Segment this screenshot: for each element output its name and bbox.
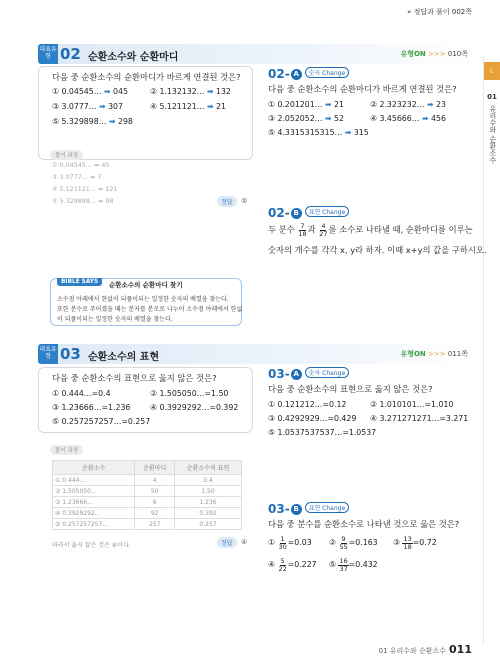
problem-sep: - xyxy=(284,367,290,381)
numerator: 5 xyxy=(280,557,285,565)
question-03-text: 다음 중 순환소수의 표현으로 옳지 않은 것은? xyxy=(52,373,217,383)
answer-reference: » 정답과 풀이 002쪽 xyxy=(407,8,472,16)
type-on-label: 유형ON xyxy=(400,350,426,358)
numerator: 16 xyxy=(339,557,348,565)
numerator: 4 xyxy=(321,222,326,230)
arrow-right-icon: ➡ xyxy=(98,186,104,193)
arrow-right-icon: ➡ xyxy=(344,128,352,137)
change-tag: 숫자 Change xyxy=(305,67,349,78)
arrow-right-icon: ➡ xyxy=(324,114,332,123)
section-number: 03 xyxy=(60,345,81,363)
denominator: 30 xyxy=(278,542,287,551)
sol-result: 7 xyxy=(97,174,102,181)
fraction xyxy=(277,536,287,550)
option-value: 1.132132… xyxy=(159,87,205,96)
answer-label[interactable]: 정답 xyxy=(217,537,237,548)
table-row xyxy=(53,519,242,530)
option-number: ④ xyxy=(370,114,377,123)
option-number: ③ xyxy=(268,114,275,123)
numerator: 13 xyxy=(403,535,412,543)
option-number: ② xyxy=(150,87,157,96)
option-number: ② xyxy=(370,400,377,409)
bible-line: 또한 분수로 주어졌을 때는 분자를 분모로 나누어 소수점 아래에서 한없 xyxy=(57,306,243,313)
page-number: 011 xyxy=(449,643,472,656)
option-number: ③ xyxy=(268,414,275,423)
sol-result: 45 xyxy=(101,162,110,169)
table-cell: ② 1.505050… xyxy=(53,486,135,497)
option-number: ⑤ xyxy=(52,117,59,126)
option-number: ⑤ xyxy=(52,417,59,426)
option-3[interactable] xyxy=(268,114,344,123)
arrow-right-icon: ➡ xyxy=(94,162,100,169)
table-cell: ④ 0.3929292… xyxy=(53,508,135,519)
chapter-label xyxy=(486,94,498,166)
bible-line: 이 되풀이되는 일정한 숫자의 배열을 찾는다. xyxy=(57,316,173,323)
option-value: 3.0777… xyxy=(61,102,97,111)
arrow-icon: >>> xyxy=(428,50,446,58)
table-row xyxy=(53,486,242,497)
solution-pill: 풀이 과정 xyxy=(50,150,83,160)
arrow-icon: >>> xyxy=(428,350,446,358)
section-badge: 대표유형 xyxy=(38,344,58,364)
option-3[interactable] xyxy=(52,403,130,412)
q-part: 과 xyxy=(307,224,316,235)
arrow-right-icon: ➡ xyxy=(206,102,214,111)
answer-value: ④ xyxy=(241,538,248,546)
bible-line: 소수점 아래에서 한없이 되풀이되는 일정한 숫자의 배열을 찾는다. xyxy=(57,296,229,303)
option-4[interactable] xyxy=(150,403,238,412)
table-cell: 0.39̇2̇ xyxy=(175,508,242,519)
arrow-right-icon: ➡ xyxy=(422,114,429,123)
table-header: 순환소수의 표현 xyxy=(175,461,242,475)
change-tag: 숫자 Change xyxy=(305,367,349,378)
fraction xyxy=(338,536,348,550)
conversion-table xyxy=(52,460,242,530)
sol-value: 5.329898… xyxy=(59,198,97,205)
option-number: ⑤ xyxy=(268,128,275,137)
option-result: =0.03̇ xyxy=(287,538,312,547)
denominator: 27 xyxy=(319,229,328,238)
q-part: 두 분수 xyxy=(268,224,295,235)
option-number: ③ xyxy=(393,538,400,547)
problem-02b-text xyxy=(268,223,473,237)
denominator: 55 xyxy=(339,542,348,551)
solution-pill: 풀이 과정 xyxy=(50,445,83,455)
option-value: 2.323232… xyxy=(379,100,425,109)
sol-result: 121 xyxy=(105,186,118,193)
problem-number: 03 xyxy=(268,367,285,381)
option-number: ⑤ xyxy=(268,428,275,437)
option-number: ② xyxy=(370,100,377,109)
option-result: 23 xyxy=(436,100,446,109)
table-cell: 1.236̇ xyxy=(175,497,242,508)
numerator: 1 xyxy=(280,535,285,543)
table-cell: ① 0.444… xyxy=(53,475,135,486)
numerator: 9 xyxy=(341,535,346,543)
option-2[interactable] xyxy=(150,389,228,398)
sol-number: ④ xyxy=(52,186,58,193)
table-cell: ⑤ 0.257257257… xyxy=(53,519,135,530)
table-cell: 4 xyxy=(135,475,175,486)
option-4[interactable] xyxy=(268,558,317,572)
problem-02b-line2: 숫자의 개수를 각각 x, y라 하자. 이때 x+y의 값을 구하시오. xyxy=(268,245,487,255)
option-result: =0.22̇7̇ xyxy=(287,560,317,569)
variant-b-icon: B xyxy=(291,504,302,515)
table-cell: ③ 1.23666… xyxy=(53,497,135,508)
table-header: 순환마디 xyxy=(135,461,175,475)
chapter-number: 01 xyxy=(487,93,497,101)
problem-03b-text: 다음 중 분수를 순환소수로 나타낸 것으로 옳은 것은? xyxy=(268,519,460,529)
problem-number: 02 xyxy=(268,67,285,81)
fraction xyxy=(318,223,328,237)
variant-a-icon: A xyxy=(291,369,302,380)
section-title: 순환소수와 순환마디 xyxy=(88,52,179,63)
ref-page: 010쪽 xyxy=(447,50,468,58)
option-number: ② xyxy=(150,389,157,398)
option-value: 1.23666…=1.236̇ xyxy=(61,403,131,412)
option-number: ① xyxy=(52,87,59,96)
option-value: 0.4292929…=0.42̇9̇ xyxy=(277,414,357,423)
option-result: 315 xyxy=(353,128,369,137)
table-row xyxy=(53,497,242,508)
fraction xyxy=(297,223,307,237)
bible-tag: BIBLE SAYS xyxy=(57,278,102,286)
option-number: ⑤ xyxy=(329,560,336,569)
ref-page: 011쪽 xyxy=(447,350,468,358)
solution-line xyxy=(52,186,117,193)
answer-label[interactable]: 정답 xyxy=(217,196,237,207)
numerator: 7 xyxy=(300,222,305,230)
table-cell: 1.5̇0̇ xyxy=(175,486,242,497)
arrow-right-icon: ➡ xyxy=(108,117,116,126)
section-03-header xyxy=(38,344,478,364)
option-number: ④ xyxy=(370,414,377,423)
side-divider xyxy=(483,55,484,645)
table-row xyxy=(53,475,242,486)
option-result: 298 xyxy=(118,117,133,126)
option-number: ① xyxy=(268,100,275,109)
section-02-header xyxy=(38,44,478,64)
denominator: 18 xyxy=(403,542,412,551)
solution-line xyxy=(52,198,113,205)
question-02-text: 다음 중 순환소수의 순환마디가 바르게 연결된 것은? xyxy=(52,72,241,82)
problem-number: 02 xyxy=(268,206,285,220)
option-5[interactable] xyxy=(52,417,150,426)
option-1[interactable] xyxy=(268,400,346,409)
option-value: 0.3929292…=0.3̇92̇ xyxy=(159,403,239,412)
sol-value: 3.0777… xyxy=(59,174,89,181)
answer-value: ② xyxy=(241,197,248,205)
option-5[interactable] xyxy=(268,128,369,137)
option-result: 52 xyxy=(334,114,344,123)
option-2[interactable] xyxy=(329,536,378,550)
table-cell: 50 xyxy=(135,486,175,497)
variant-a-icon: A xyxy=(291,69,302,80)
variant-b-icon: B xyxy=(291,208,302,219)
sol-result: 98 xyxy=(105,198,114,205)
problem-02a-heading xyxy=(268,67,349,81)
option-number: ③ xyxy=(52,403,59,412)
option-result: 456 xyxy=(431,114,446,123)
option-1[interactable] xyxy=(268,100,344,109)
option-4[interactable] xyxy=(370,114,446,123)
fraction xyxy=(402,536,412,550)
option-value: 0.121212…=0.1̇2̇ xyxy=(277,400,347,409)
denominator: 22 xyxy=(278,564,287,573)
arrow-right-icon: ➡ xyxy=(104,87,111,96)
bible-title: 순환소수의 순환마디 찾기 xyxy=(109,281,183,289)
option-value: 1.0537537537…=1.05̇37̇ xyxy=(277,428,377,437)
option-value: 1.505050…=1.5̇0̇ xyxy=(159,389,229,398)
option-3[interactable] xyxy=(52,102,123,111)
type-on-label: 유형ON xyxy=(400,50,426,58)
option-value: 4.3315315315… xyxy=(277,128,343,137)
bible-says-box xyxy=(50,278,242,326)
option-result: 21 xyxy=(334,100,344,109)
arrow-right-icon: ➡ xyxy=(426,100,434,109)
option-number: ③ xyxy=(52,102,59,111)
option-number: ② xyxy=(329,538,336,547)
problem-02a-text: 다음 중 순환소수의 순환마디가 바르게 연결된 것은? xyxy=(268,84,457,94)
arrow-right-icon: ➡ xyxy=(99,102,106,111)
option-1[interactable] xyxy=(52,87,128,96)
option-4[interactable] xyxy=(370,414,468,423)
page-footer xyxy=(379,643,472,656)
option-result: 132 xyxy=(216,87,231,96)
option-value: 0.201201… xyxy=(277,100,323,109)
problem-02b-heading xyxy=(268,206,349,220)
option-5[interactable] xyxy=(268,428,376,437)
fraction xyxy=(277,558,287,572)
option-2[interactable] xyxy=(150,87,231,96)
table-row xyxy=(53,508,242,519)
table-conclusion: 따라서 옳지 않은 것은 ④이다. xyxy=(52,542,131,549)
option-4[interactable] xyxy=(150,102,226,111)
option-number: ① xyxy=(52,389,59,398)
option-number: ④ xyxy=(150,403,157,412)
option-number: ④ xyxy=(268,560,275,569)
section-page-ref xyxy=(400,49,468,59)
table-cell: 92 xyxy=(135,508,175,519)
table-header-row xyxy=(53,461,242,475)
section-title: 순환소수의 표현 xyxy=(88,352,160,363)
sol-number: ① xyxy=(52,162,58,169)
option-number: ① xyxy=(268,538,275,547)
option-result: 045 xyxy=(113,87,128,96)
section-badge: 대표유형 xyxy=(38,44,58,64)
section-number: 02 xyxy=(60,45,81,63)
problem-sep: - xyxy=(284,502,290,516)
option-value: 2.052052… xyxy=(277,114,323,123)
option-result: =0.16̇3̇ xyxy=(348,538,378,547)
option-value: 0.257257257…=0.2̇57̇ xyxy=(61,417,151,426)
problem-number: 03 xyxy=(268,502,285,516)
problem-03b-heading xyxy=(268,502,349,516)
table-cell: 257 xyxy=(135,519,175,530)
option-value: 5.121121… xyxy=(159,102,205,111)
option-value: 5.329898… xyxy=(61,117,107,126)
option-number: ④ xyxy=(150,102,157,111)
option-3[interactable] xyxy=(393,536,437,550)
fraction xyxy=(338,558,348,572)
option-result: 307 xyxy=(108,102,123,111)
chapter-title: 유리수와 순환소수 xyxy=(488,104,497,163)
footer-label: 01 유리수와 순환소수 xyxy=(378,647,447,655)
table-header: 순환소수 xyxy=(53,461,135,475)
option-result: 21 xyxy=(216,102,226,111)
solution-line xyxy=(52,174,101,181)
sol-value: 0.04545… xyxy=(59,162,93,169)
table-cell: 0.4̇ xyxy=(175,475,242,486)
section-page-ref xyxy=(400,349,468,359)
option-result: =0.7̇2̇ xyxy=(412,538,437,547)
change-tag: 표현 Change xyxy=(305,502,349,513)
option-value: 0.444…=0.4̇ xyxy=(61,389,111,398)
q-part: 를 소수로 나타낼 때, 순환마디를 이루는 xyxy=(328,224,473,235)
option-5[interactable] xyxy=(52,117,133,126)
option-result: =0.4̇32̇ xyxy=(348,560,378,569)
arrow-right-icon: ➡ xyxy=(206,87,214,96)
option-3[interactable] xyxy=(268,414,356,423)
chapter-tab: Ⅰ. xyxy=(484,62,500,80)
sol-value: 5.121121… xyxy=(59,186,97,193)
option-number: ① xyxy=(268,400,275,409)
problem-sep: - xyxy=(284,67,290,81)
option-value: 3.271271271…=3.2̇71̇ xyxy=(379,414,469,423)
option-1[interactable] xyxy=(52,389,111,398)
table-cell: 0.2̇57̇ xyxy=(175,519,242,530)
denominator: 37 xyxy=(339,564,348,573)
denominator: 18 xyxy=(298,229,307,238)
option-1[interactable] xyxy=(268,536,312,550)
table-cell: 6 xyxy=(135,497,175,508)
arrow-right-icon: ➡ xyxy=(98,198,104,205)
option-5[interactable] xyxy=(329,558,378,572)
problem-03a-text: 다음 중 순환소수의 표현으로 옳지 않은 것은? xyxy=(268,384,433,394)
problem-sep: - xyxy=(284,206,290,220)
change-tag: 표현 Change xyxy=(305,206,349,217)
option-value: 1.010101…=1.0̇1̇0 xyxy=(379,400,454,409)
option-2[interactable] xyxy=(370,100,446,109)
option-value: 0.04545… xyxy=(61,87,102,96)
solution-line xyxy=(52,162,109,169)
arrow-right-icon: ➡ xyxy=(324,100,332,109)
problem-03a-heading xyxy=(268,367,349,381)
sol-number: ⑤ xyxy=(52,198,58,205)
option-value: 3.45666… xyxy=(379,114,420,123)
option-2[interactable] xyxy=(370,400,453,409)
arrow-right-icon: ➡ xyxy=(90,174,96,181)
sol-number: ③ xyxy=(52,174,58,181)
